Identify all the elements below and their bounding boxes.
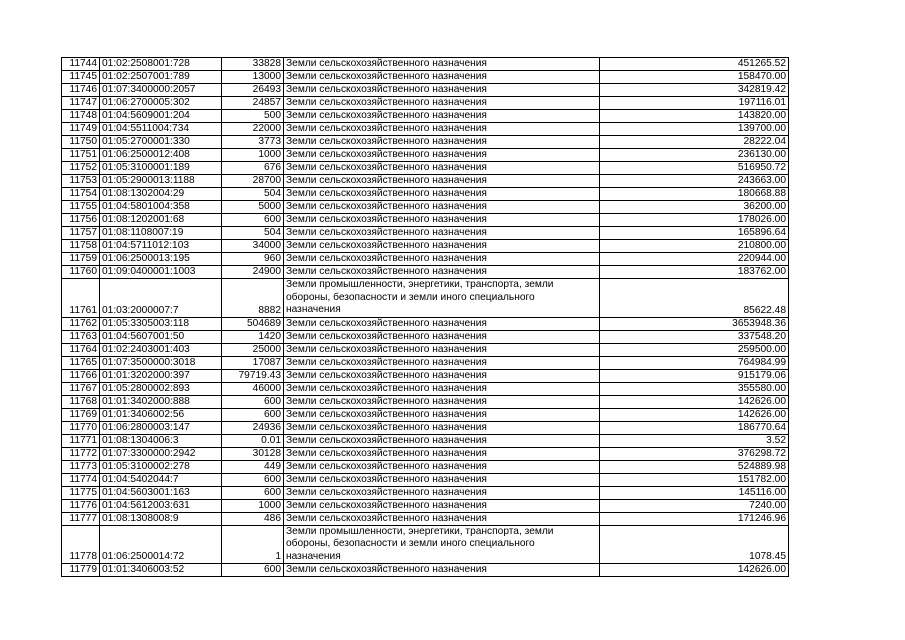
area: 0.01 (222, 434, 284, 447)
cadastral-number: 01:04:5603001:163 (100, 486, 222, 499)
cadastral-value: 220944.00 (600, 253, 789, 266)
land-category: Земли сельскохозяйственного назначения (284, 512, 600, 525)
table-row (62, 84, 789, 97)
cadastral-number: 01:05:2700001:330 (100, 136, 222, 149)
cadastral-value: 178026.00 (600, 214, 789, 227)
area: 13000 (222, 71, 284, 84)
land-category: Земли сельскохозяйственного назначения (284, 447, 600, 460)
cadastral-value: 197116.01 (600, 97, 789, 110)
table-row (62, 499, 789, 512)
land-category: Земли сельскохозяйственного назначения (284, 97, 600, 110)
table-row (62, 266, 789, 279)
table-row (62, 279, 789, 318)
cadastral-number: 01:09:0400001:1003 (100, 266, 222, 279)
cadastral-number: 01:08:1302004:29 (100, 188, 222, 201)
cadastral-value: 180668.88 (600, 188, 789, 201)
area: 5000 (222, 201, 284, 214)
land-category-line: Земли промышленности, энергетики, транспорта, земли (286, 525, 554, 537)
table-row (62, 382, 789, 395)
land-category: Земли сельскохозяйственного назначения (284, 473, 600, 486)
land-category: Земли сельскохозяйственного назначения (284, 317, 600, 330)
area: 22000 (222, 123, 284, 136)
cadastral-number: 01:05:3100002:278 (100, 460, 222, 473)
land-category: Земли сельскохозяйственного назначения (284, 84, 600, 97)
row-number: 11772 (62, 447, 100, 460)
cadastral-value: 524889.98 (600, 460, 789, 473)
cadastral-number: 01:02:2508001:728 (100, 58, 222, 71)
table-row (62, 136, 789, 149)
land-category: Земли сельскохозяйственного назначения (284, 395, 600, 408)
cadastral-value: 183762.00 (600, 266, 789, 279)
row-number: 11765 (62, 356, 100, 369)
cadastral-number: 01:05:2800002:893 (100, 382, 222, 395)
area: 28700 (222, 175, 284, 188)
cadastral-number: 01:03:2000007:7 (100, 279, 222, 318)
row-number: 11759 (62, 253, 100, 266)
land-category (284, 279, 600, 318)
row-number: 11775 (62, 486, 100, 499)
row-number: 11748 (62, 110, 100, 123)
cadastral-value: 243663.00 (600, 175, 789, 188)
cadastral-value: 3653948.36 (600, 317, 789, 330)
area: 960 (222, 253, 284, 266)
land-category: Земли сельскохозяйственного назначения (284, 369, 600, 382)
row-number: 11777 (62, 512, 100, 525)
land-category: Земли сельскохозяйственного назначения (284, 343, 600, 356)
row-number: 11753 (62, 175, 100, 188)
table-row (62, 564, 789, 577)
row-number: 11771 (62, 434, 100, 447)
row-number: 11763 (62, 330, 100, 343)
table-row (62, 214, 789, 227)
row-number: 11769 (62, 408, 100, 421)
land-category: Земли сельскохозяйственного назначения (284, 214, 600, 227)
land-category: Земли сельскохозяйственного назначения (284, 136, 600, 149)
cadastral-value: 236130.00 (600, 149, 789, 162)
area: 600 (222, 564, 284, 577)
cadastral-number: 01:06:2500013:195 (100, 253, 222, 266)
area: 1 (222, 525, 284, 564)
area: 600 (222, 486, 284, 499)
cadastral-number: 01:08:1202001:68 (100, 214, 222, 227)
area: 24857 (222, 97, 284, 110)
land-category: Земли сельскохозяйственного назначения (284, 188, 600, 201)
row-number: 11768 (62, 395, 100, 408)
cadastral-number: 01:06:2500014:72 (100, 525, 222, 564)
table-row (62, 356, 789, 369)
table-row (62, 460, 789, 473)
cadastral-value: 171246.96 (600, 512, 789, 525)
land-category: Земли сельскохозяйственного назначения (284, 227, 600, 240)
row-number: 11764 (62, 343, 100, 356)
area: 504689 (222, 317, 284, 330)
land-category: Земли сельскохозяйственного назначения (284, 382, 600, 395)
row-number: 11776 (62, 499, 100, 512)
area: 600 (222, 214, 284, 227)
cadastral-number: 01:04:5711012:103 (100, 240, 222, 253)
land-category: Земли сельскохозяйственного назначения (284, 421, 600, 434)
row-number: 11773 (62, 460, 100, 473)
cadastral-value: 337548.20 (600, 330, 789, 343)
table-row (62, 201, 789, 214)
cadastral-number: 01:07:3500000:3018 (100, 356, 222, 369)
table-row (62, 110, 789, 123)
cadastral-number: 01:04:5511004:734 (100, 123, 222, 136)
cadastral-value: 36200.00 (600, 201, 789, 214)
cadastral-number: 01:06:2700005:302 (100, 97, 222, 110)
land-category-line: обороны, безопасности и земли иного специального (286, 538, 535, 549)
land-category: Земли сельскохозяйственного назначения (284, 110, 600, 123)
cadastral-value: 143820.00 (600, 110, 789, 123)
land-category: Земли сельскохозяйственного назначения (284, 266, 600, 279)
area: 8882 (222, 279, 284, 318)
table-row (62, 240, 789, 253)
area: 1000 (222, 499, 284, 512)
row-number: 11779 (62, 564, 100, 577)
land-category: Земли сельскохозяйственного назначения (284, 564, 600, 577)
row-number: 11756 (62, 214, 100, 227)
area: 600 (222, 473, 284, 486)
land-category: Земли сельскохозяйственного назначения (284, 434, 600, 447)
area: 1420 (222, 330, 284, 343)
table-row (62, 71, 789, 84)
land-category-line: обороны, безопасности и земли иного специального (286, 291, 535, 303)
row-number: 11751 (62, 149, 100, 162)
land-category: Земли сельскохозяйственного назначения (284, 201, 600, 214)
land-category: Земли сельскохозяйственного назначения (284, 460, 600, 473)
area: 676 (222, 162, 284, 175)
cadastral-value: 7240.00 (600, 499, 789, 512)
cadastral-value: 139700.00 (600, 123, 789, 136)
table-body (62, 58, 789, 577)
cadastral-number: 01:08:1304006:3 (100, 434, 222, 447)
cadastral-value: 28222.04 (600, 136, 789, 149)
table-row (62, 123, 789, 136)
area: 79719.43 (222, 369, 284, 382)
table-row (62, 525, 789, 564)
row-number: 11749 (62, 123, 100, 136)
land-category: Земли сельскохозяйственного назначения (284, 356, 600, 369)
area: 30128 (222, 447, 284, 460)
table-row (62, 447, 789, 460)
land-category: Земли сельскохозяйственного назначения (284, 330, 600, 343)
row-number: 11746 (62, 84, 100, 97)
area: 504 (222, 227, 284, 240)
cadastral-number: 01:04:5609001:204 (100, 110, 222, 123)
cadastral-number: 01:06:2500012:408 (100, 149, 222, 162)
table-row (62, 486, 789, 499)
table-row (62, 434, 789, 447)
cadastral-number: 01:01:3202000:397 (100, 369, 222, 382)
table-row (62, 395, 789, 408)
land-category: Земли сельскохозяйственного назначения (284, 499, 600, 512)
area: 24900 (222, 266, 284, 279)
row-number: 11774 (62, 473, 100, 486)
cadastral-number: 01:02:2403001:403 (100, 343, 222, 356)
row-number: 11750 (62, 136, 100, 149)
land-category: Земли сельскохозяйственного назначения (284, 175, 600, 188)
row-number: 11770 (62, 421, 100, 434)
cadastral-value: 151782.00 (600, 473, 789, 486)
area: 24936 (222, 421, 284, 434)
cadastral-value: 165896.64 (600, 227, 789, 240)
area: 449 (222, 460, 284, 473)
cadastral-value-table (61, 57, 789, 577)
cadastral-value: 342819.42 (600, 84, 789, 97)
cadastral-value: 142626.00 (600, 564, 789, 577)
cadastral-number: 01:01:3406002:56 (100, 408, 222, 421)
cadastral-value: 186770.64 (600, 421, 789, 434)
cadastral-value: 451265.52 (600, 58, 789, 71)
land-category: Земли сельскохозяйственного назначения (284, 486, 600, 499)
row-number: 11761 (62, 279, 100, 318)
cadastral-number: 01:05:3305003:118 (100, 317, 222, 330)
cadastral-number: 01:02:2507001:789 (100, 71, 222, 84)
table-row (62, 369, 789, 382)
table-row (62, 188, 789, 201)
cadastral-number: 01:05:3100001:189 (100, 162, 222, 175)
area: 17087 (222, 356, 284, 369)
row-number: 11778 (62, 525, 100, 564)
cadastral-number: 01:06:2800003:147 (100, 421, 222, 434)
cadastral-number: 01:04:5607001:50 (100, 330, 222, 343)
area: 500 (222, 110, 284, 123)
cadastral-value: 210800.00 (600, 240, 789, 253)
cadastral-value: 158470.00 (600, 71, 789, 84)
area: 33828 (222, 58, 284, 71)
cadastral-value: 1078.45 (600, 525, 789, 564)
table-row (62, 58, 789, 71)
table-row (62, 97, 789, 110)
cadastral-value: 3.52 (600, 434, 789, 447)
table-row (62, 253, 789, 266)
row-number: 11758 (62, 240, 100, 253)
cadastral-number: 01:04:5402044:7 (100, 473, 222, 486)
cadastral-number: 01:05:2900013:1188 (100, 175, 222, 188)
area: 25000 (222, 343, 284, 356)
cadastral-number: 01:01:3402000:888 (100, 395, 222, 408)
cadastral-number: 01:07:3400000:2057 (100, 84, 222, 97)
land-category: Земли сельскохозяйственного назначения (284, 162, 600, 175)
cadastral-value: 376298.72 (600, 447, 789, 460)
cadastral-number: 01:01:3406003:52 (100, 564, 222, 577)
cadastral-value: 259500.00 (600, 343, 789, 356)
row-number: 11752 (62, 162, 100, 175)
cadastral-value: 355580.00 (600, 382, 789, 395)
table-row (62, 343, 789, 356)
row-number: 11766 (62, 369, 100, 382)
cadastral-value: 85622.48 (600, 279, 789, 318)
area: 3773 (222, 136, 284, 149)
cadastral-number: 01:08:1108007:19 (100, 227, 222, 240)
table-row (62, 227, 789, 240)
area: 1000 (222, 149, 284, 162)
row-number: 11762 (62, 317, 100, 330)
land-category: Земли сельскохозяйственного назначения (284, 123, 600, 136)
row-number: 11754 (62, 188, 100, 201)
row-number: 11767 (62, 382, 100, 395)
cadastral-number: 01:04:5801004:358 (100, 201, 222, 214)
table-row (62, 175, 789, 188)
cadastral-number: 01:07:3300000:2942 (100, 447, 222, 460)
table-row (62, 162, 789, 175)
cadastral-value: 145116.00 (600, 486, 789, 499)
land-category-line: назначения (286, 550, 341, 562)
area: 34000 (222, 240, 284, 253)
table-row (62, 421, 789, 434)
land-category: Земли сельскохозяйственного назначения (284, 58, 600, 71)
row-number: 11745 (62, 71, 100, 84)
table-row (62, 408, 789, 421)
land-category (284, 525, 600, 564)
row-number: 11744 (62, 58, 100, 71)
area: 26493 (222, 84, 284, 97)
cadastral-value: 764984.99 (600, 356, 789, 369)
land-category-line: назначения (286, 304, 341, 315)
row-number: 11755 (62, 201, 100, 214)
table-row (62, 473, 789, 486)
cadastral-number: 01:08:1308008:9 (100, 512, 222, 525)
row-number: 11757 (62, 227, 100, 240)
area: 46000 (222, 382, 284, 395)
land-category: Земли сельскохозяйственного назначения (284, 253, 600, 266)
land-category: Земли сельскохозяйственного назначения (284, 240, 600, 253)
land-category: Земли сельскохозяйственного назначения (284, 408, 600, 421)
cadastral-value: 142626.00 (600, 395, 789, 408)
area: 486 (222, 512, 284, 525)
land-category: Земли сельскохозяйственного назначения (284, 149, 600, 162)
cadastral-value: 915179.06 (600, 369, 789, 382)
land-category-line: Земли промышленности, энергетики, транспорта, земли (286, 279, 554, 290)
table-row (62, 330, 789, 343)
cadastral-value: 142626.00 (600, 408, 789, 421)
row-number: 11760 (62, 266, 100, 279)
row-number: 11747 (62, 97, 100, 110)
area: 600 (222, 408, 284, 421)
cadastral-value: 516950.72 (600, 162, 789, 175)
table-row (62, 317, 789, 330)
land-category: Земли сельскохозяйственного назначения (284, 71, 600, 84)
table-row (62, 149, 789, 162)
area: 504 (222, 188, 284, 201)
table-row (62, 512, 789, 525)
area: 600 (222, 395, 284, 408)
cadastral-number: 01:04:5612003:631 (100, 499, 222, 512)
